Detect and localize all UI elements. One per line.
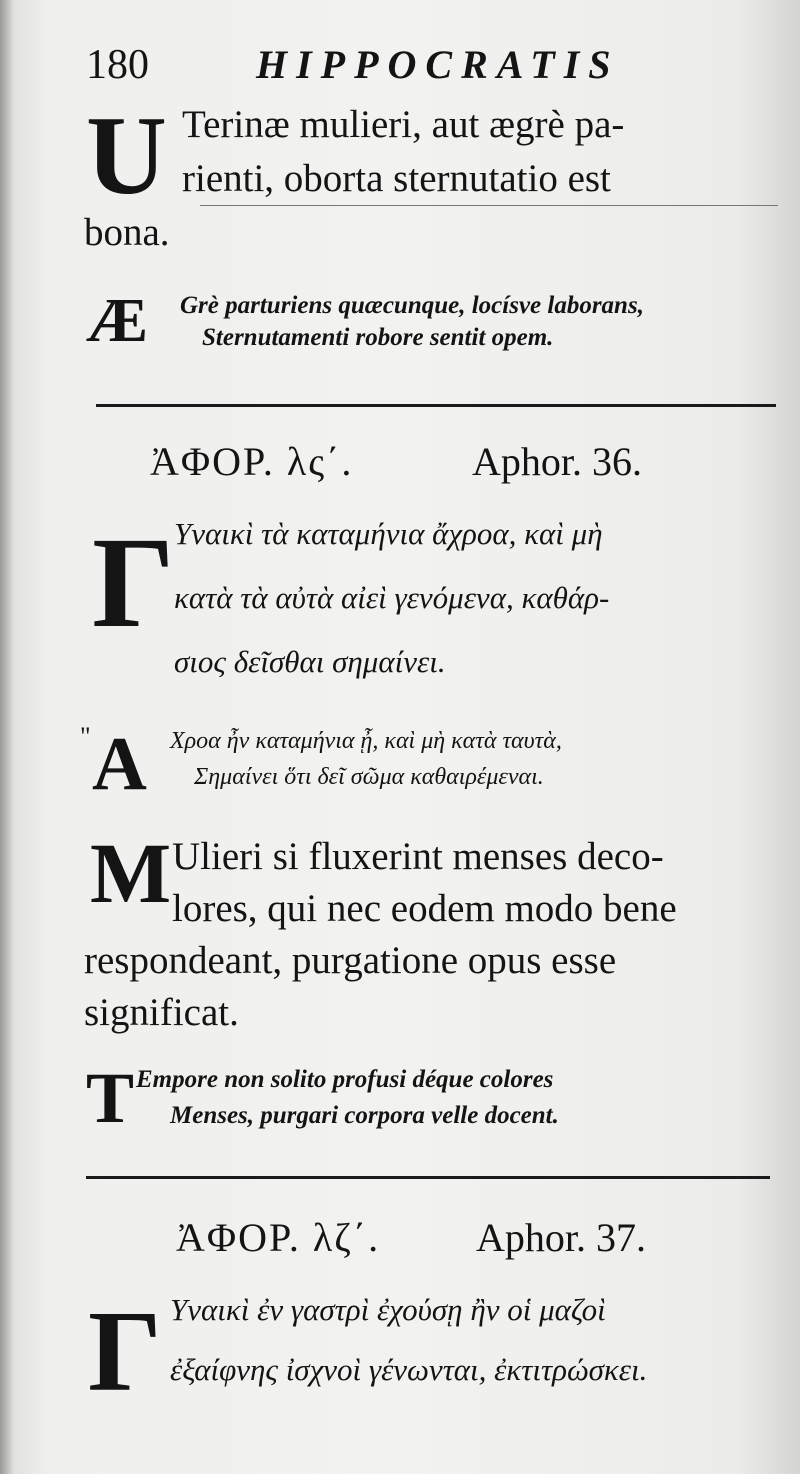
greek-line-1: Υναικὶ ἐν γαστρὶ ἐχούσῃ ἢν οἱ μαζοὶ: [170, 1292, 606, 1327]
greek-line-1: Υναικὶ τὰ καταμήνια ἄχροα, καὶ μὴ: [174, 516, 603, 551]
dropcap-gamma: Γ: [92, 511, 175, 655]
aphor35-verse: [84, 287, 784, 360]
latin-line-2: rienti, oborta sternutatio est: [182, 157, 611, 200]
dropcap-alpha: Α: [92, 722, 147, 806]
page-number: 180: [86, 42, 149, 88]
greek-verse-line-2: Σημαίνει ὅτι δεῖ σῶμα καθαιρέμεναι.: [194, 764, 544, 790]
dropcap-gamma: Γ: [88, 1288, 162, 1416]
aphor36-greek-verse: [80, 722, 790, 806]
aphor36-greek: [90, 511, 790, 694]
aphor37-greek: [86, 1290, 786, 1420]
verse-line-2: Menses, purgari corpora velle docent.: [170, 1102, 559, 1129]
latin-line-3: respondeant, purgatione opus esse: [84, 939, 617, 982]
aphor35-latin: [84, 94, 784, 260]
heading-latin: Aphor. 37.: [476, 1215, 646, 1260]
heading-greek: ἈΦΟΡ. λς΄.: [150, 439, 354, 484]
greek-line-3: σιος δεῖσθαι σημαίνει.: [174, 644, 446, 679]
verse-line-1: Grè parturiens quæcunque, locísve laborans,: [180, 292, 644, 319]
section-rule-2: [86, 1176, 770, 1179]
dropcap-u: U: [86, 94, 167, 218]
aphor37-heading: [176, 1214, 776, 1268]
aphor36-verse: [84, 1058, 784, 1142]
heading-latin: Aphor. 36.: [472, 439, 642, 484]
greek-line-2: κατὰ τὰ αὐτὰ αἰεὶ γενόμενα, καθάρ-: [174, 580, 610, 615]
latin-line-3: bona.: [84, 211, 170, 254]
latin-line-1: Ulieri si fluxerint menses deco-: [172, 835, 664, 878]
latin-line-4: significat.: [84, 991, 239, 1034]
spine-shadow: [0, 0, 14, 1474]
greek-verse-line-1: Χροα ἦν καταμήνια ᾖ, καὶ μὴ κατὰ ταυτὰ,: [170, 728, 562, 754]
thin-rule: [200, 205, 778, 206]
running-title: HIPPOCRATIS: [256, 42, 620, 87]
running-header: [86, 40, 726, 90]
heading-greek: ἈΦΟΡ. λζ΄.: [176, 1215, 381, 1260]
dropcap-m: M: [90, 825, 172, 921]
dropcap-ae: Æ: [86, 287, 148, 355]
verse-line-1: Empore non solito profusi déque colores: [136, 1066, 554, 1093]
latin-line-1: Terinæ mulieri, aut ægrè pa-: [182, 103, 625, 146]
aphor36-heading: [150, 438, 750, 492]
verse-line-2: Sternutamenti robore sentit opem.: [202, 324, 554, 351]
latin-line-2: lores, qui nec eodem modo bene: [172, 887, 677, 930]
marginal-mark: ": [80, 722, 91, 751]
aphor36-latin: [84, 825, 784, 1034]
greek-line-2: ἐξαίφνης ἰσχνοὶ γένωνται, ἐκτιτρώσκει.: [170, 1352, 648, 1387]
dropcap-t: T: [86, 1058, 135, 1138]
section-rule-1: [96, 404, 776, 407]
